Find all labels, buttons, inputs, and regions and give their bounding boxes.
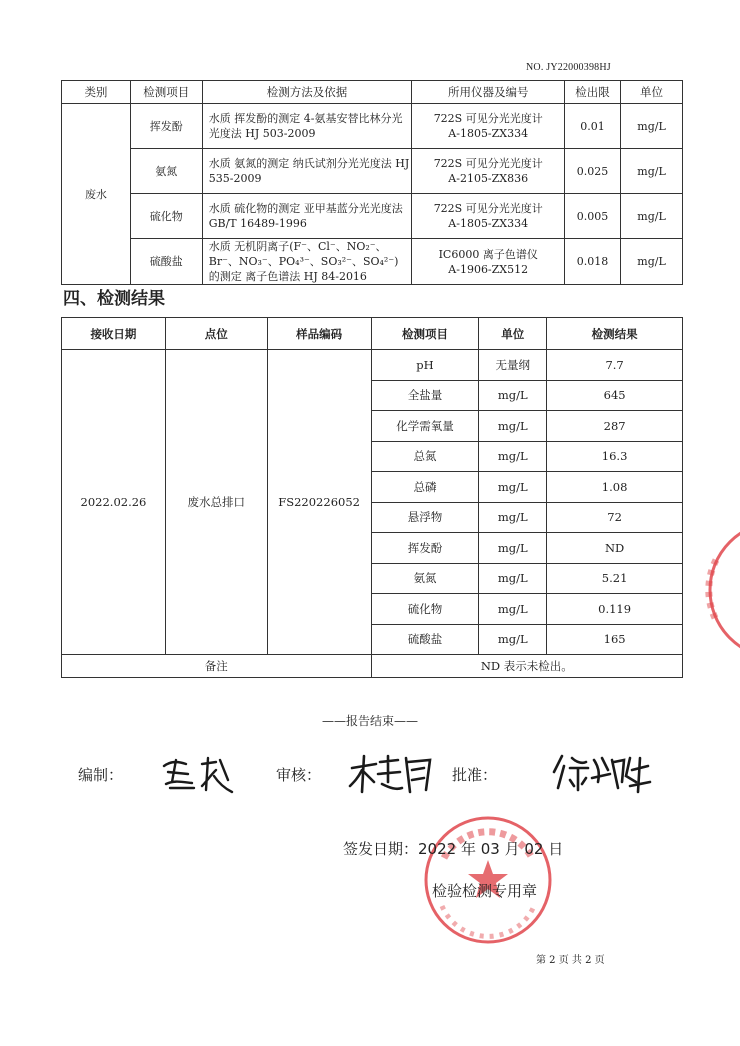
header-item: 检测项目: [371, 318, 479, 350]
limit-cell: 0.01: [565, 104, 621, 149]
seal-label: 检验检测专用章: [432, 882, 538, 900]
instrument-cell: [412, 104, 565, 149]
limit-cell: 0.025: [565, 149, 621, 194]
result-table: [61, 317, 683, 678]
item-cell: 氨氮: [130, 149, 202, 194]
result-value: 0.119: [547, 594, 683, 625]
result-unit: mg/L: [479, 533, 547, 564]
category-cell: 废水: [62, 104, 131, 285]
result-item: 挥发酚: [371, 533, 479, 564]
item-cell: 硫酸盐: [130, 239, 202, 285]
method-cell: 水质 氨氮的测定 纳氏试剂分光光度法 HJ 535-2009: [202, 149, 412, 194]
result-value: 5.21: [547, 563, 683, 594]
partial-seal: [700, 520, 740, 660]
instrument-code: A-1805-ZX334: [448, 127, 529, 140]
result-item: 氨氮: [371, 563, 479, 594]
result-value: 1.08: [547, 472, 683, 503]
header-result: 检测结果: [547, 318, 683, 350]
unit-cell: mg/L: [621, 194, 683, 239]
result-item: pH: [371, 350, 479, 381]
instrument-name: IC6000 离子色谱仪: [438, 247, 538, 261]
instrument-code: A-1906-ZX512: [448, 262, 529, 276]
result-unit: mg/L: [479, 594, 547, 625]
item-cell: 硫化物: [130, 194, 202, 239]
result-unit: 无量纲: [479, 350, 547, 381]
unit-cell: mg/L: [621, 239, 683, 285]
method-cell: 水质 挥发酚的测定 4-氨基安替比林分光光度法 HJ 503-2009: [202, 104, 412, 149]
result-value: 165: [547, 624, 683, 655]
result-item: 全盐量: [371, 380, 479, 411]
report-number: NO. JY22000398HJ: [526, 62, 611, 73]
notes-text: ND 表示未检出。: [371, 655, 682, 678]
header-limit: 检出限: [565, 81, 621, 104]
method-row: [62, 149, 683, 194]
approved-signature: [552, 752, 652, 796]
header-location: 点位: [165, 318, 267, 350]
method-table: [61, 80, 683, 285]
method-table-header: [62, 81, 683, 104]
instrument-name: 722S 可见分光光度计: [433, 157, 543, 170]
result-unit: mg/L: [479, 624, 547, 655]
receive-date-cell: 2022.02.26: [62, 350, 166, 655]
result-unit: mg/L: [479, 380, 547, 411]
result-value: ND: [547, 533, 683, 564]
header-method: 检测方法及依据: [202, 81, 412, 104]
result-value: 7.7: [547, 350, 683, 381]
result-item: 硫酸盐: [371, 624, 479, 655]
result-item: 总氮: [371, 441, 479, 472]
reviewed-label: 审核：: [276, 766, 322, 784]
header-sample-code: 样品编码: [267, 318, 371, 350]
issue-date: 签发日期：2022 年 03 月 02 日: [343, 840, 564, 858]
instrument-code: A-1805-ZX334: [448, 217, 529, 230]
compiled-signature: [158, 752, 238, 796]
header-category: 类别: [62, 81, 131, 104]
location-cell: 废水总排口: [165, 350, 267, 655]
result-unit: mg/L: [479, 563, 547, 594]
section-title: 四、检测结果: [63, 289, 165, 309]
instrument-cell: [412, 149, 565, 194]
limit-cell: 0.005: [565, 194, 621, 239]
unit-cell: mg/L: [621, 104, 683, 149]
result-row: [62, 350, 683, 381]
header-item: 检测项目: [130, 81, 202, 104]
instrument-cell: [412, 194, 565, 239]
instrument-cell: [412, 239, 565, 285]
method-row: [62, 239, 683, 285]
item-cell: 挥发酚: [130, 104, 202, 149]
result-value: 287: [547, 411, 683, 442]
result-unit: mg/L: [479, 502, 547, 533]
result-item: 总磷: [371, 472, 479, 503]
method-cell: 水质 硫化物的测定 亚甲基蓝分光光度法 GB/T 16489-1996: [202, 194, 412, 239]
result-value: 72: [547, 502, 683, 533]
method-row: [62, 194, 683, 239]
instrument-code: A-2105-ZX836: [448, 172, 529, 185]
signature-row: [78, 760, 678, 800]
instrument-name: 722S 可见分光光度计: [433, 112, 543, 125]
notes-label: 备注: [62, 655, 372, 678]
result-unit: mg/L: [479, 441, 547, 472]
result-unit: mg/L: [479, 411, 547, 442]
result-unit: mg/L: [479, 472, 547, 503]
sample-code-cell: FS220226052: [267, 350, 371, 655]
result-table-header: [62, 318, 683, 350]
result-item: 化学需氧量: [371, 411, 479, 442]
header-unit: 单位: [621, 81, 683, 104]
page-number: 第 2 页 共 2 页: [536, 955, 605, 966]
method-cell: 水质 无机阴离子(F⁻、Cl⁻、NO₂⁻、Br⁻、NO₃⁻、PO₄³⁻、SO₃²⁻、SO₄²⁻)的测定 离子色谱法 HJ 84-2016: [202, 239, 412, 285]
result-value: 16.3: [547, 441, 683, 472]
compiled-label: 编制：: [78, 766, 124, 784]
reviewed-signature: [348, 752, 438, 796]
unit-cell: mg/L: [621, 149, 683, 194]
header-unit: 单位: [479, 318, 547, 350]
result-value: 645: [547, 380, 683, 411]
notes-row: [62, 655, 683, 678]
result-item: 悬浮物: [371, 502, 479, 533]
limit-cell: 0.018: [565, 239, 621, 285]
header-instrument: 所用仪器及编号: [412, 81, 565, 104]
header-receive-date: 接收日期: [62, 318, 166, 350]
method-row: [62, 104, 683, 149]
approved-label: 批准：: [452, 766, 498, 784]
report-end: ——报告结束——: [321, 714, 418, 728]
result-item: 硫化物: [371, 594, 479, 625]
instrument-name: 722S 可见分光光度计: [433, 202, 543, 215]
